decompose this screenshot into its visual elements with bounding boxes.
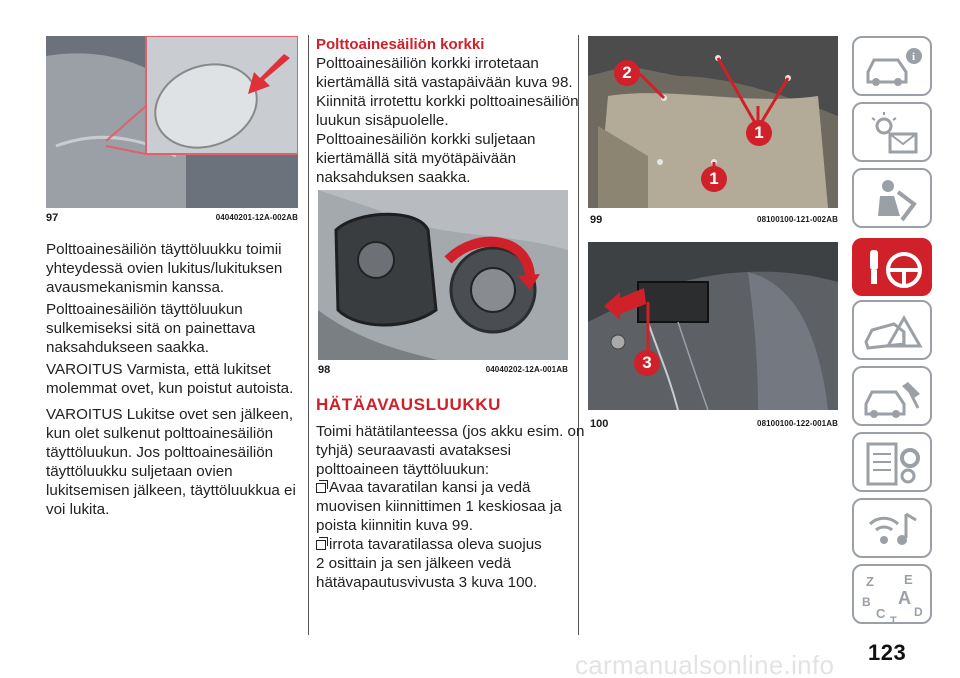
figure-100-caption: [590, 418, 838, 432]
figure-100-image: [588, 242, 838, 410]
paragraph-fuel-flap-closing: Polttoainesäiliön täyttöluukun sulkemiseksi sitä on painettava naksahdukseen saakka.: [46, 301, 256, 356]
multimedia-icon: [854, 500, 934, 560]
tab-car-info[interactable]: [852, 36, 932, 96]
warning-lock-doors: VAROITUS Varmista, että lukitset molemmat ovet, kun poistut autoista.: [46, 361, 294, 397]
tab-technical-data[interactable]: [852, 432, 932, 492]
car-info-icon: [854, 38, 934, 98]
figure-code: 08100100-122-001AB: [757, 419, 838, 428]
tab-starting-driving[interactable]: [852, 238, 932, 296]
figure-number: 97: [46, 212, 59, 224]
paragraph-cap-close: Polttoainesäiliön korkki suljetaan kiertämällä sitä myötäpäivään naksahduksen saakka.: [316, 131, 536, 186]
marker-2: 2: [614, 60, 640, 86]
figure-code: 04040201-12A-002AB: [215, 213, 298, 222]
marker-1: 1: [701, 166, 727, 192]
figure-98-caption: [318, 364, 568, 378]
safety-icon: [854, 170, 934, 230]
emergency-icon: [854, 302, 934, 362]
index-letter: A: [898, 588, 911, 608]
maintenance-icon: [854, 368, 934, 428]
starting-driving-icon: [854, 240, 934, 298]
marker-1: 1: [746, 120, 772, 146]
svg-text:!: !: [901, 331, 905, 345]
bullet-remove-cover: irrota tavaratilassa oleva suojus 2 osittain ja sen jälkeen vedä hätävapautusvivusta 3 kuva 100.: [316, 536, 542, 591]
paragraph-emergency-intro: Toimi hätätilanteessa (jos akku esim. on tyhjä) seuraavasti avataksesi polttoaineen täyttöluukun:: [316, 423, 585, 478]
paragraph-fuel-flap-locking: Polttoainesäiliön täyttöluukku toimii yhteydessä ovien lukitus/lukituksen avausmekanismin kanssa.: [46, 241, 283, 296]
figure-number: 98: [318, 364, 331, 376]
tab-emergency[interactable]: [852, 300, 932, 360]
index-letter: B: [862, 595, 871, 609]
bullet-open-trunk: Avaa tavaratilan kansi ja vedä muovisen kiinnittimen 1 keskiosaa ja poista kiinnitin kuva 99.: [316, 479, 562, 534]
tab-index[interactable]: [852, 564, 932, 624]
tab-maintenance[interactable]: [852, 366, 932, 426]
index-letter: E: [904, 572, 913, 587]
tab-safety[interactable]: [852, 168, 932, 228]
index-letter: C: [876, 606, 886, 621]
figure-code: 04040202-12A-001AB: [485, 365, 568, 374]
heading-fuel-cap: Polttoainesäiliön korkki: [316, 36, 485, 53]
technical-data-icon: [854, 434, 934, 494]
figure-number: 100: [590, 418, 609, 430]
marker-3: 3: [634, 350, 660, 376]
index-letter: T: [890, 615, 897, 626]
checkbox-bullet-icon: [316, 540, 326, 550]
warning-lights-icon: [854, 104, 934, 164]
tab-warning-lights[interactable]: [852, 102, 932, 162]
figure-98-image: [318, 190, 568, 360]
figure-number: 99: [590, 214, 603, 226]
index-letter: D: [914, 605, 923, 619]
column-divider-1: [308, 35, 309, 635]
page-number: 123: [868, 640, 907, 665]
figure-99-caption: [590, 214, 838, 228]
checkbox-bullet-icon: [316, 483, 326, 493]
paragraph-cap-remove: Polttoainesäiliön korkki irrotetaan kiertämällä sitä vastapäivään kuva 98. Kiinnitä irrotettu korkki polttoainesäiliön luukun sisäpuolelle.: [316, 55, 579, 129]
figure-97-caption: [46, 212, 298, 226]
figure-code: 08100100-121-002AB: [757, 215, 838, 224]
figure-97-image: [46, 36, 298, 208]
tab-multimedia[interactable]: [852, 498, 932, 558]
index-icon: [854, 566, 934, 626]
figure-99-image: [588, 36, 838, 208]
watermark: carmanualsonline.info: [575, 650, 835, 678]
warning-lock-after-close: VAROITUS Lukitse ovet sen jälkeen, kun olet sulkenut polttoainesäiliön täyttöluukun. Jos polttoainesäiliön täyttöluukku suljetaan ovien lukitsemisen jälkeen, täyttöluukkua ei voi lukita.: [46, 406, 296, 518]
svg-text:i: i: [912, 51, 916, 63]
index-letter: Z: [866, 574, 874, 589]
heading-emergency-release: HÄTÄAVAUSLUUKKU: [316, 395, 501, 414]
